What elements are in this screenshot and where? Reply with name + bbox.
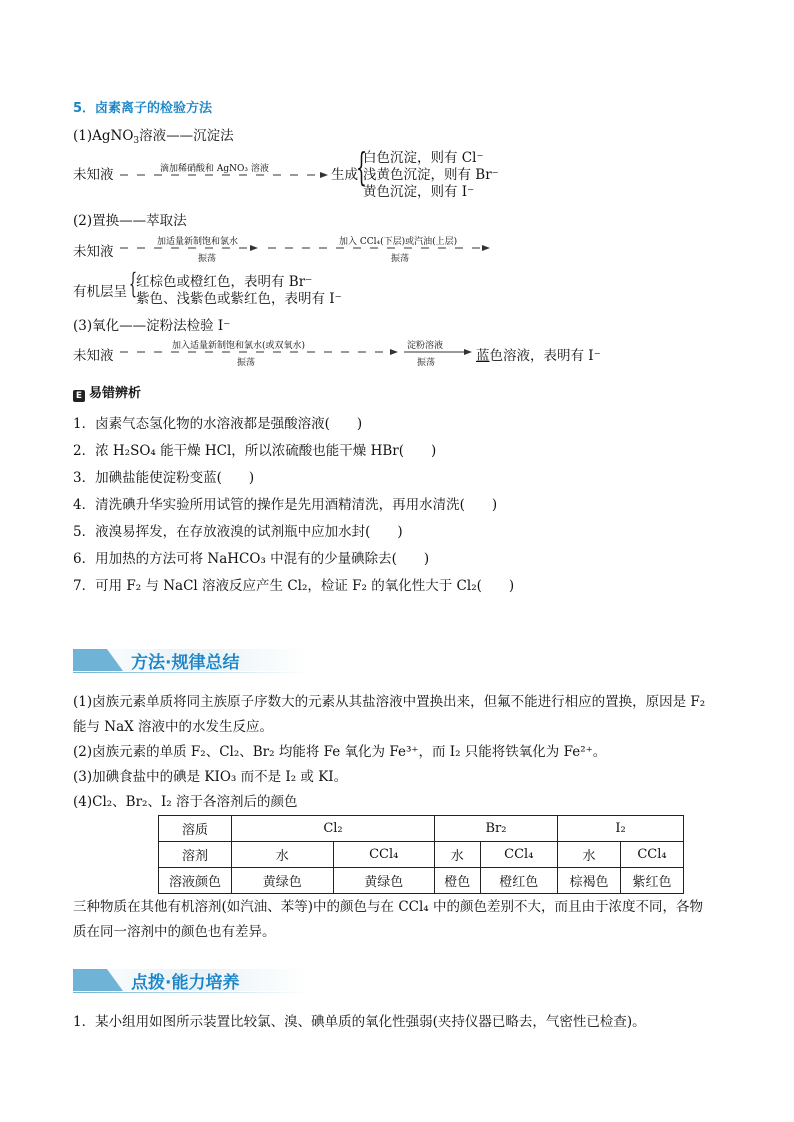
table-cell: 水 (435, 842, 481, 868)
method2-cond1-top: 加适量新制饱和氯水 (157, 237, 239, 247)
table-row (159, 842, 684, 868)
method-p3: (3)加碘食盐中的碘是 KIO₃ 而不是 I₂ 或 KI。 (73, 769, 348, 785)
method-p1b: 能与 NaX 溶液中的水发生反应。 (73, 719, 274, 735)
method2-arrow-2 (268, 243, 492, 253)
table-cell: 水 (558, 842, 621, 868)
error-item: 6．用加热的方法可将 NaHCO₃ 中混有的少量碘除去( ) (73, 551, 430, 567)
method-p1a: (1)卤族元素单质将同主族原子序数大的元素从其盐溶液中置换出来，但氟不能进行相应的置换，原因是 F₂ (73, 694, 706, 710)
table-cell: 橙红色 (480, 868, 557, 894)
error-item: 7．可用 F₂ 与 NaCl 溶液反应产生 Cl₂，检证 F₂ 的氧化性大于 Cl₂( ) (73, 578, 515, 594)
errors-header: E 易错辨析 (73, 382, 141, 402)
method3-cond1-bot: 振荡 (237, 358, 256, 368)
method3-cond1-top: 加入适量新制饱和氯水(或双氧水) (172, 341, 306, 351)
method1-result-1: 白色沉淀，则有 Cl⁻ (363, 150, 484, 166)
method2-cond2-bot: 振荡 (391, 254, 410, 264)
method-p5b: 质在同一溶剂中的颜色也有差异。 (73, 924, 276, 940)
table-cell: Cl₂ (232, 816, 435, 842)
method1-arrow (120, 170, 330, 180)
brace-icon: { (129, 267, 138, 300)
method3-result: 蓝色溶液，表明有 I⁻ (476, 348, 601, 364)
table-row (159, 868, 684, 894)
color-table (158, 815, 684, 894)
error-item: 4．清洗碘升华实验所用试管的操作是先用酒精清洗，再用水清洗( ) (73, 497, 498, 513)
table-cell: 水 (232, 842, 334, 868)
table-cell: 溶剂 (159, 842, 232, 868)
method2-cond1-bot: 振荡 (198, 254, 217, 264)
method-p2: (2)卤族元素的单质 F₂、Cl₂、Br₂ 均能将 Fe 氧化为 Fe³⁺，而 I₂ 只能将铁氧化为 Fe²⁺。 (73, 744, 607, 760)
method3-start: 未知液 (73, 348, 114, 364)
table-cell: 溶液颜色 (159, 868, 232, 894)
error-item: 3．加碘盐能使淀粉变蓝( ) (73, 470, 255, 486)
table-cell: 溶质 (159, 816, 232, 842)
method1-start: 未知液 (73, 167, 114, 183)
method1-condition: 滴加稀硝酸和 AgNO₃ 溶液 (160, 164, 269, 174)
method3-arrow-1 (120, 347, 400, 357)
method1-mid: 生成 (331, 167, 358, 183)
ability-question-1: 1．某小组用如图所示装置比较氯、溴、碘单质的氧化性强弱(夹持仪器已略去，气密性已检查)。 (73, 1014, 646, 1030)
method-banner (73, 646, 313, 674)
method2-result-1: 红棕色或橙红色，表明有 Br⁻ (136, 274, 313, 290)
method-banner-title: 方法·规律总结 (131, 653, 240, 673)
method-p5a: 三种物质在其他有机溶剂(如汽油、苯等)中的颜色与在 CCl₄ 中的颜色差别不大，而且由于浓度不同，各物 (73, 899, 704, 915)
error-badge-icon: E (73, 390, 85, 402)
brace-icon: { (356, 145, 367, 189)
table-cell: 黄绿色 (232, 868, 334, 894)
table-cell: 棕褐色 (558, 868, 621, 894)
method3-cond2-top: 淀粉溶液 (407, 341, 444, 351)
method2-org-label: 有机层呈 (73, 284, 127, 300)
method-p4: (4)Cl₂、Br₂、I₂ 溶于各溶剂后的颜色 (73, 794, 298, 810)
error-item: 2．浓 H₂SO₄ 能干燥 HCl，所以浓硫酸也能干燥 HBr( ) (73, 443, 437, 459)
method2-start: 未知液 (73, 244, 114, 260)
table-cell: CCl₄ (480, 842, 557, 868)
method1-title: (1)AgNO$_3$溶液——沉淀法 (73, 128, 234, 146)
method1-result-3: 黄色沉淀，则有 I⁻ (363, 184, 475, 200)
method2-arrow-1 (120, 243, 260, 253)
table-cell: 黄绿色 (333, 868, 435, 894)
method2-result-2: 紫色、浅紫色或紫红色，表明有 I⁻ (136, 291, 342, 307)
ability-banner-title: 点拨·能力培养 (131, 973, 240, 993)
table-cell: 橙色 (435, 868, 481, 894)
method1-result-2: 浅黄色沉淀，则有 Br⁻ (363, 167, 499, 183)
method3-title: (3)氧化——淀粉法检验 I⁻ (73, 318, 231, 334)
error-item: 5．液溴易挥发，在存放液溴的试剂瓶中应加水封( ) (73, 524, 403, 540)
table-cell: CCl₄ (333, 842, 435, 868)
table-cell: I₂ (558, 816, 684, 842)
method2-title: (2)置换——萃取法 (73, 213, 187, 229)
ability-banner (73, 966, 313, 994)
table-cell: 紫红色 (621, 868, 684, 894)
table-cell: Br₂ (435, 816, 558, 842)
method2-cond2-top: 加入 CCl₄(下层)或汽油(上层) (339, 237, 458, 247)
method3-cond2-bot: 振荡 (417, 358, 436, 368)
table-cell: CCl₄ (621, 842, 684, 868)
section-title: 5．卤素离子的检验方法 (73, 101, 213, 116)
method3-arrow-2 (404, 347, 474, 357)
table-row (159, 816, 684, 842)
error-item: 1．卤素气态氢化物的水溶液都是强酸溶液( ) (73, 416, 363, 432)
